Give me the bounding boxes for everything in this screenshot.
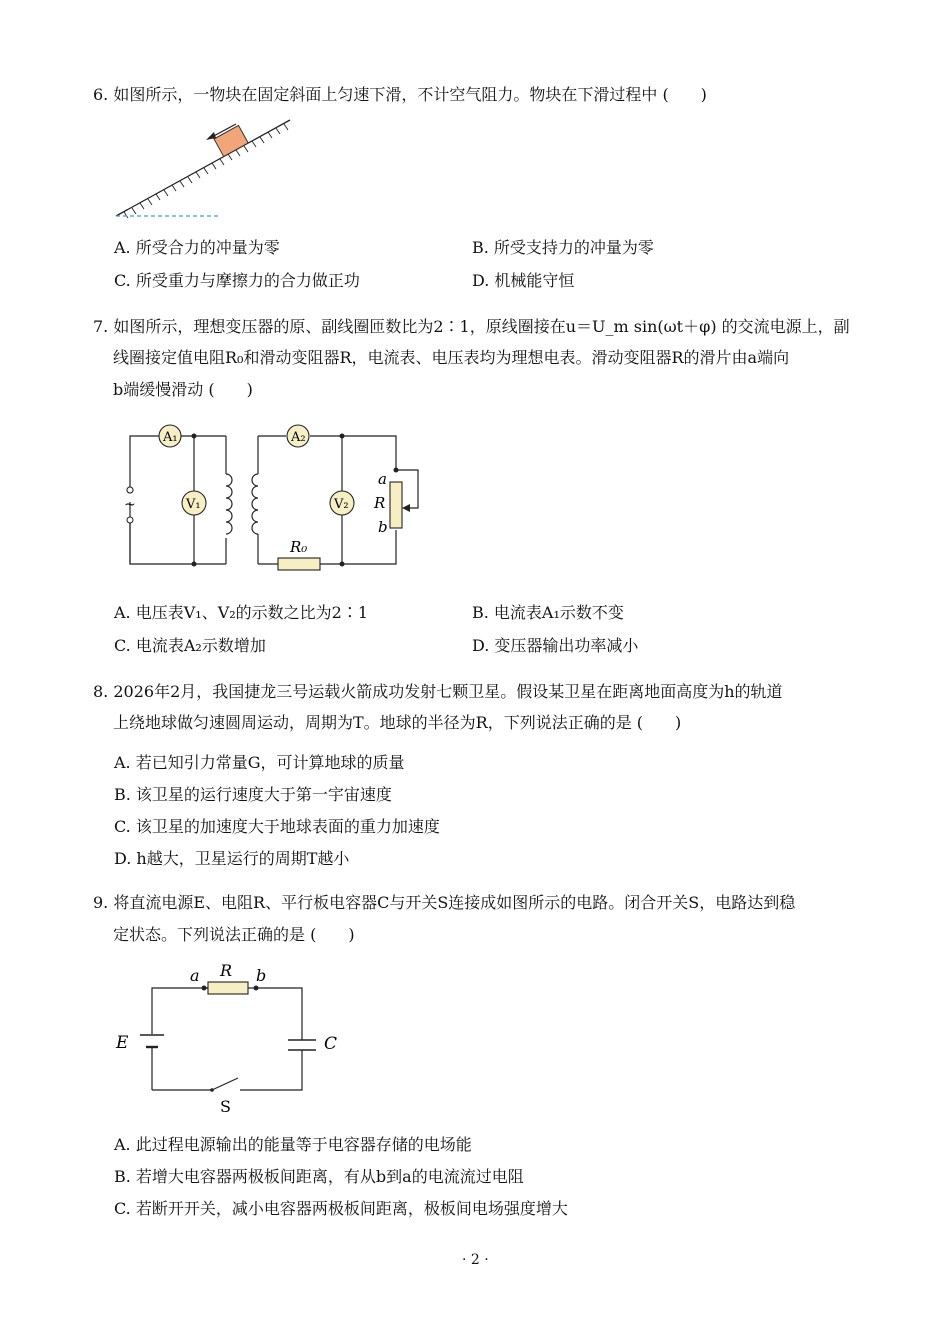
rheostat-end-b-label: b: [378, 518, 388, 536]
q9-option-b: B. 若增大电容器两极板间距离，有从b到a的电流流过电阻: [114, 1167, 524, 1186]
q7-stem-line1: 7. 如图所示，理想变压器的原、副线圈匝数比为2∶1，原线圈接在u＝U_m sin(ωt＋φ) 的交流电源上，副: [93, 317, 850, 336]
q8-option-d: D. h越大，卫星运行的周期T越小: [114, 849, 350, 868]
q6-figure: [110, 112, 300, 224]
battery-e-label: E: [116, 1033, 129, 1053]
node-a-label: a: [190, 966, 200, 985]
q7-figure: [120, 418, 430, 578]
q6-option-b: B. 所受支持力的冲量为零: [472, 238, 654, 257]
q6-option-c: C. 所受重力与摩擦力的合力做正功: [114, 271, 360, 290]
q7-option-b: B. 电流表A₁示数不变: [472, 603, 624, 622]
q6-option-d: D. 机械能守恒: [472, 271, 575, 290]
q7-option-c: C. 电流表A₂示数增加: [114, 636, 266, 655]
r0-label: R₀: [290, 538, 308, 556]
svg-text:V₂: V₂: [334, 497, 349, 512]
rheostat-r: [390, 482, 402, 528]
switch-s-label: S: [220, 1097, 231, 1116]
q6-stem: 6. 如图所示，一物块在固定斜面上匀速下滑，不计空气阻力。物块在下滑过程中 ( ): [93, 85, 707, 104]
incline-hatching: [124, 124, 288, 218]
q8-option-b: B. 该卫星的运行速度大于第一宇宙速度: [114, 785, 392, 804]
svg-text:A₁: A₁: [163, 430, 178, 445]
incline-surface: [116, 120, 290, 216]
voltmeter-v1: [182, 491, 206, 515]
rheostat-r-label: R: [374, 494, 386, 512]
q7-stem-line2: 线圈接定值电阻R₀和滑动变阻器R，电流表、电压表均为理想电表。滑动变阻器R的滑片由a端向: [113, 348, 790, 367]
svg-text:A₂: A₂: [291, 430, 306, 445]
q7-option-a: A. 电压表V₁、V₂的示数之比为2∶1: [114, 603, 369, 622]
q9-option-a: A. 此过程电源输出的能量等于电容器存储的电场能: [114, 1135, 472, 1154]
ac-terminal-bottom: [127, 517, 133, 523]
node-b-label: b: [256, 966, 267, 985]
ammeter-a2: [287, 425, 309, 447]
q8-option-c: C. 该卫星的加速度大于地球表面的重力加速度: [114, 817, 440, 836]
q9-figure: [110, 960, 360, 1120]
rheostat-end-a-label: a: [378, 470, 387, 488]
q9-stem-line1: 9. 将直流电源E、电阻R、平行板电容器C与开关S连接成如图所示的电路。闭合开关S，电路达到稳: [93, 893, 796, 912]
q8-stem-line1: 8. 2026年2月，我国捷龙三号运载火箭成功发射七颗卫星。假设某卫星在距离地面高度为h的轨道: [93, 682, 783, 701]
q7-stem-line3: b端缓慢滑动 ( ): [113, 380, 253, 399]
sliding-block: [214, 125, 248, 156]
q6-option-a: A. 所受合力的冲量为零: [114, 238, 280, 257]
q8-option-a: A. 若已知引力常量G，可计算地球的质量: [114, 753, 405, 772]
q9-stem-line2: 定状态。下列说法正确的是 ( ): [113, 925, 355, 944]
ammeter-a1: [159, 425, 181, 447]
voltmeter-v2: [330, 491, 354, 515]
capacitor-c-label: C: [324, 1034, 338, 1054]
resistor-r-label: R: [220, 961, 233, 980]
q8-stem-line2: 上绕地球做匀速圆周运动，周期为T。地球的半径为R，下列说法正确的是 ( ): [113, 713, 682, 732]
page-number: · 2 ·: [462, 1252, 489, 1268]
resistor-r: [208, 982, 248, 994]
ac-source-symbol: ~: [124, 497, 136, 513]
capacitor-c: [288, 1040, 316, 1050]
battery-e: [140, 1035, 164, 1047]
q7-option-d: D. 变压器输出功率减小: [472, 636, 639, 655]
resistor-r0: [278, 558, 320, 570]
svg-text:V₁: V₁: [186, 497, 201, 512]
q9-option-c: C. 若断开开关，减小电容器两极板间距离，极板间电场强度增大: [114, 1199, 568, 1218]
